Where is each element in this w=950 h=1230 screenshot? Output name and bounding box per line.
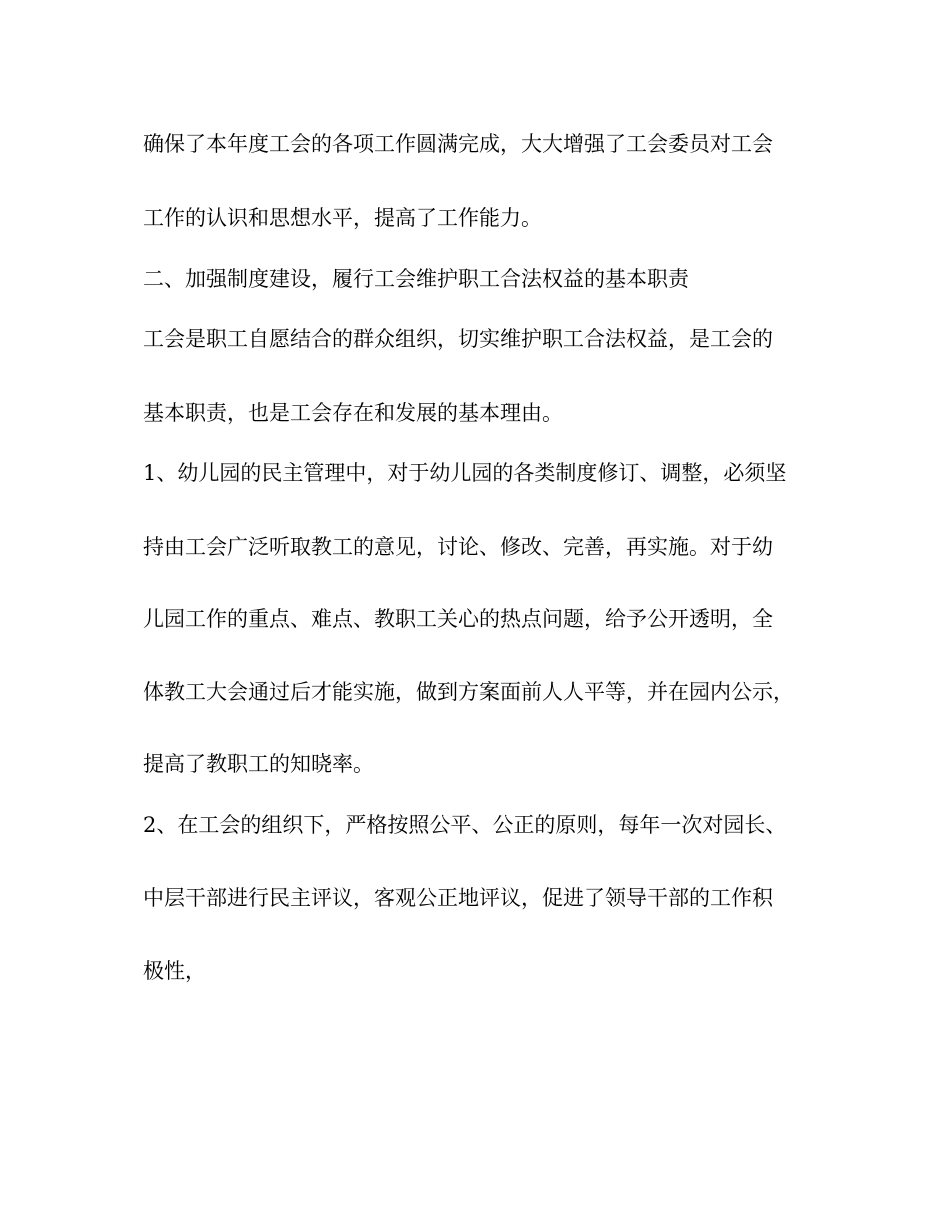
- text-line: 确保了本年度工会的各项工作圆满完成，大大增强了工会委员对工会: [143, 132, 773, 156]
- text-line: 中层干部进行民主评议，客观公正地评议，促进了领导干部的工作积: [143, 886, 773, 910]
- text-line: 体教工大会通过后才能实施，做到方案面前人人平等，并在园内公示，: [143, 680, 794, 704]
- text-line: 基本职责，也是工会存在和发展的基本理由。: [143, 401, 563, 425]
- text-line: 提高了教职工的知晓率。: [143, 752, 374, 776]
- text-line: 持由工会广泛听取教工的意见，讨论、修改、完善，再实施。对于幼: [143, 535, 773, 559]
- text-line: 2、在工会的组织下，严格按照公平、公正的原则，每年一次对园长、: [143, 813, 787, 837]
- text-line: 工会是职工自愿结合的群众组织，切实维护职工合法权益，是工会的: [143, 327, 773, 351]
- text-line: 工作的认识和思想水平，提高了工作能力。: [143, 206, 542, 230]
- section-heading: 二、加强制度建设，履行工会维护职工合法权益的基本职责: [143, 267, 689, 291]
- text-line: 1、幼儿园的民主管理中，对于幼儿园的各类制度修订、调整，必须坚: [143, 461, 787, 485]
- text-line: 儿园工作的重点、难点、教职工关心的热点问题，给予公开透明，全: [143, 607, 773, 631]
- text-line: 极性，: [143, 959, 206, 983]
